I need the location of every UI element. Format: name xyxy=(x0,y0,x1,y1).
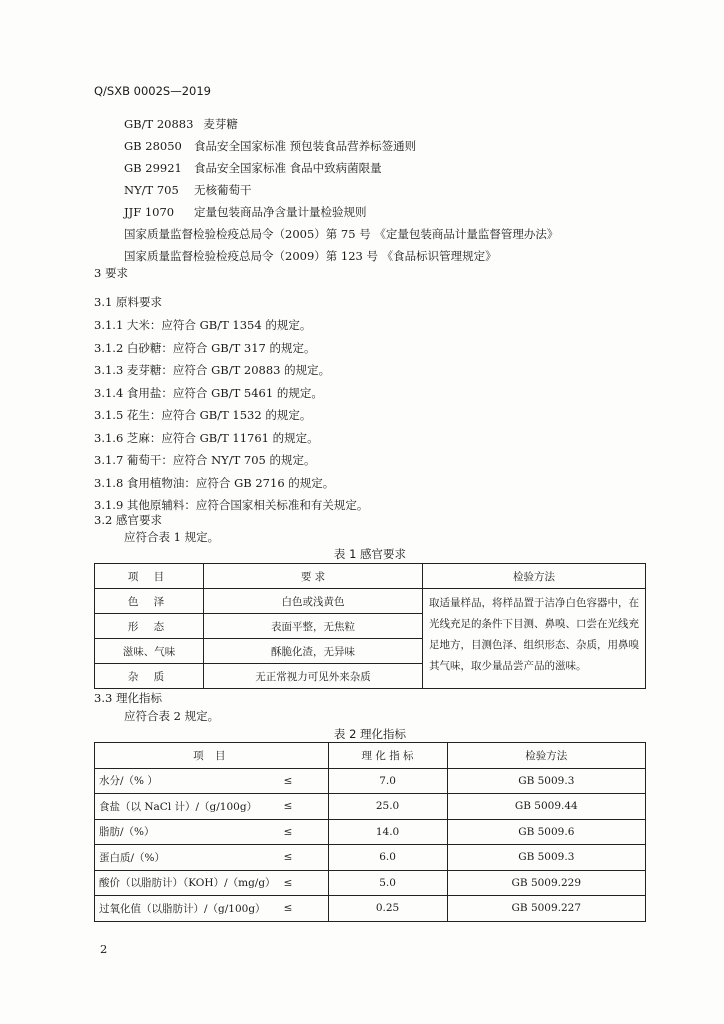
value-cell: 0.25 xyxy=(328,896,447,922)
clause-item: 3.1.4 食用盐：应符合 GB/T 5461 的规定。 xyxy=(94,385,323,400)
column-header: 检验方法 xyxy=(423,564,646,589)
column-header: 理 化 指 标 xyxy=(328,743,447,769)
method-cell: GB 5009.6 xyxy=(447,819,645,845)
method-cell: GB 5009.227 xyxy=(447,896,645,922)
method-cell: GB 5009.229 xyxy=(447,870,645,896)
indicator-name: 水分/（% ） xyxy=(95,768,280,794)
operator-cell: ≤ xyxy=(280,768,329,794)
reference-line xyxy=(124,179,558,201)
table-row xyxy=(95,819,646,845)
reference-title: 食品安全国家标准 预包装食品营养标签通则 xyxy=(194,139,417,153)
clause-item: 3.1.8 食用植物油：应符合 GB 2716 的规定。 xyxy=(94,475,335,490)
reference-line xyxy=(124,113,558,135)
section-note: 应符合表 2 规定。 xyxy=(124,709,220,723)
reference-line xyxy=(124,223,558,245)
value-cell: 5.0 xyxy=(328,870,447,896)
table-row xyxy=(95,845,646,871)
reference-code: GB/T 20883 xyxy=(124,117,194,131)
reference-line xyxy=(124,157,558,179)
indicator-name: 酸价（以脂肪计）（KOH）/（mg/g） xyxy=(95,870,280,896)
reference-title: 食品安全国家标准 食品中致病菌限量 xyxy=(194,161,382,175)
reference-title: 麦芽糖 xyxy=(203,117,238,131)
value-cell: 14.0 xyxy=(328,819,447,845)
reference-title: 国家质量监督检验检疫总局令（2005）第 75 号 《定量包装商品计量监督管理办法》 xyxy=(124,227,559,241)
table-header-row xyxy=(95,743,646,769)
indicator-name: 过氧化值（以脂肪计）/（g/100g） xyxy=(95,896,280,922)
clause-item: 3.1.5 花生：应符合 GB/T 1532 的规定。 xyxy=(94,408,312,422)
item-cell: 形 态 xyxy=(95,614,204,639)
sensory-table xyxy=(94,563,646,689)
physicochemical-table xyxy=(94,742,646,922)
normative-references xyxy=(124,113,558,267)
section-note: 应符合表 1 规定。 xyxy=(124,530,220,544)
section-heading: 3.2 感官要求 xyxy=(94,513,162,527)
table-title: 表 2 理化指标 xyxy=(333,727,407,741)
value-cell: 7.0 xyxy=(328,768,447,794)
method-cell: 取适量样品，将样品置于洁净白色容器中，在光线充足的条件下目测、鼻嗅、口尝在光线充足地方，目测色泽、组织形态、杂质，用鼻嗅其气味，取少量品尝产品的滋味。 xyxy=(423,589,646,689)
clause-item: 3.1.7 葡萄干：应符合 NY/T 705 的规定。 xyxy=(94,453,316,467)
item-cell: 杂 质 xyxy=(95,664,204,689)
table-header-row xyxy=(95,564,646,589)
reference-title: 无核葡萄干 xyxy=(194,183,252,197)
requirement-cell: 无正常视力可见外来杂质 xyxy=(204,664,423,689)
method-cell: GB 5009.3 xyxy=(447,768,645,794)
reference-line xyxy=(124,135,558,157)
column-header: 项 目 xyxy=(95,743,329,769)
section-heading: 3.1 原料要求 xyxy=(94,295,162,309)
reference-code: JJF 1070 xyxy=(124,205,175,219)
indicator-name: 蛋白质/（%） xyxy=(95,845,280,871)
column-header: 要 求 xyxy=(204,564,423,589)
reference-title: 定量包装商品净含量计量检验规则 xyxy=(194,205,367,219)
table-row xyxy=(95,768,646,794)
operator-cell: ≤ xyxy=(280,819,329,845)
reference-line xyxy=(124,201,558,223)
column-header: 项 目 xyxy=(95,564,204,589)
method-cell: GB 5009.44 xyxy=(447,794,645,820)
operator-cell: ≤ xyxy=(280,845,329,871)
requirement-cell: 表面平整，无焦粒 xyxy=(204,614,423,639)
reference-code: GB 28050 xyxy=(124,139,182,153)
operator-cell: ≤ xyxy=(280,794,329,820)
clause-item: 3.1.9 其他原辅料：应符合国家相关标准和有关规定。 xyxy=(94,498,369,512)
reference-line xyxy=(124,245,558,267)
clause-item: 3.1.3 麦芽糖：应符合 GB/T 20883 的规定。 xyxy=(94,363,331,377)
indicator-name: 脂肪/（%） xyxy=(95,819,280,845)
method-cell: GB 5009.3 xyxy=(447,845,645,871)
column-header: 检验方法 xyxy=(447,743,645,769)
item-cell: 滋味、气味 xyxy=(95,639,204,664)
requirement-cell: 白色或浅黄色 xyxy=(204,589,423,614)
table-row xyxy=(95,794,646,820)
section-heading: 3 要求 xyxy=(94,266,128,280)
table-title: 表 1 感官要求 xyxy=(333,547,407,561)
reference-code: GB 29921 xyxy=(124,161,182,175)
reference-title: 国家质量监督检验检疫总局令（2009）第 123 号 《食品标识管理规定》 xyxy=(124,249,497,263)
clause-item: 3.1.6 芝麻：应符合 GB/T 11761 的规定。 xyxy=(94,430,319,445)
document-code: Q/SXB 0002S—2019 xyxy=(94,84,211,98)
table-row xyxy=(95,896,646,922)
value-cell: 6.0 xyxy=(328,845,447,871)
clause-item: 3.1.1 大米：应符合 GB/T 1354 的规定。 xyxy=(94,318,312,332)
requirement-cell: 酥脆化渣，无异味 xyxy=(204,639,423,664)
operator-cell: ≤ xyxy=(280,896,329,922)
clause-item: 3.1.2 白砂糖：应符合 GB/T 317 的规定。 xyxy=(94,340,316,355)
clause-list xyxy=(94,314,368,517)
reference-code: NY/T 705 xyxy=(124,183,179,197)
table-row xyxy=(95,870,646,896)
table-row xyxy=(95,589,646,614)
page-number: 2 xyxy=(100,942,108,956)
value-cell: 25.0 xyxy=(328,794,447,820)
item-cell: 色 泽 xyxy=(95,589,204,614)
indicator-name: 食盐（以 NaCl 计）/（g/100g） xyxy=(95,794,280,820)
operator-cell: ≤ xyxy=(280,870,329,896)
section-heading: 3.3 理化指标 xyxy=(94,691,162,705)
